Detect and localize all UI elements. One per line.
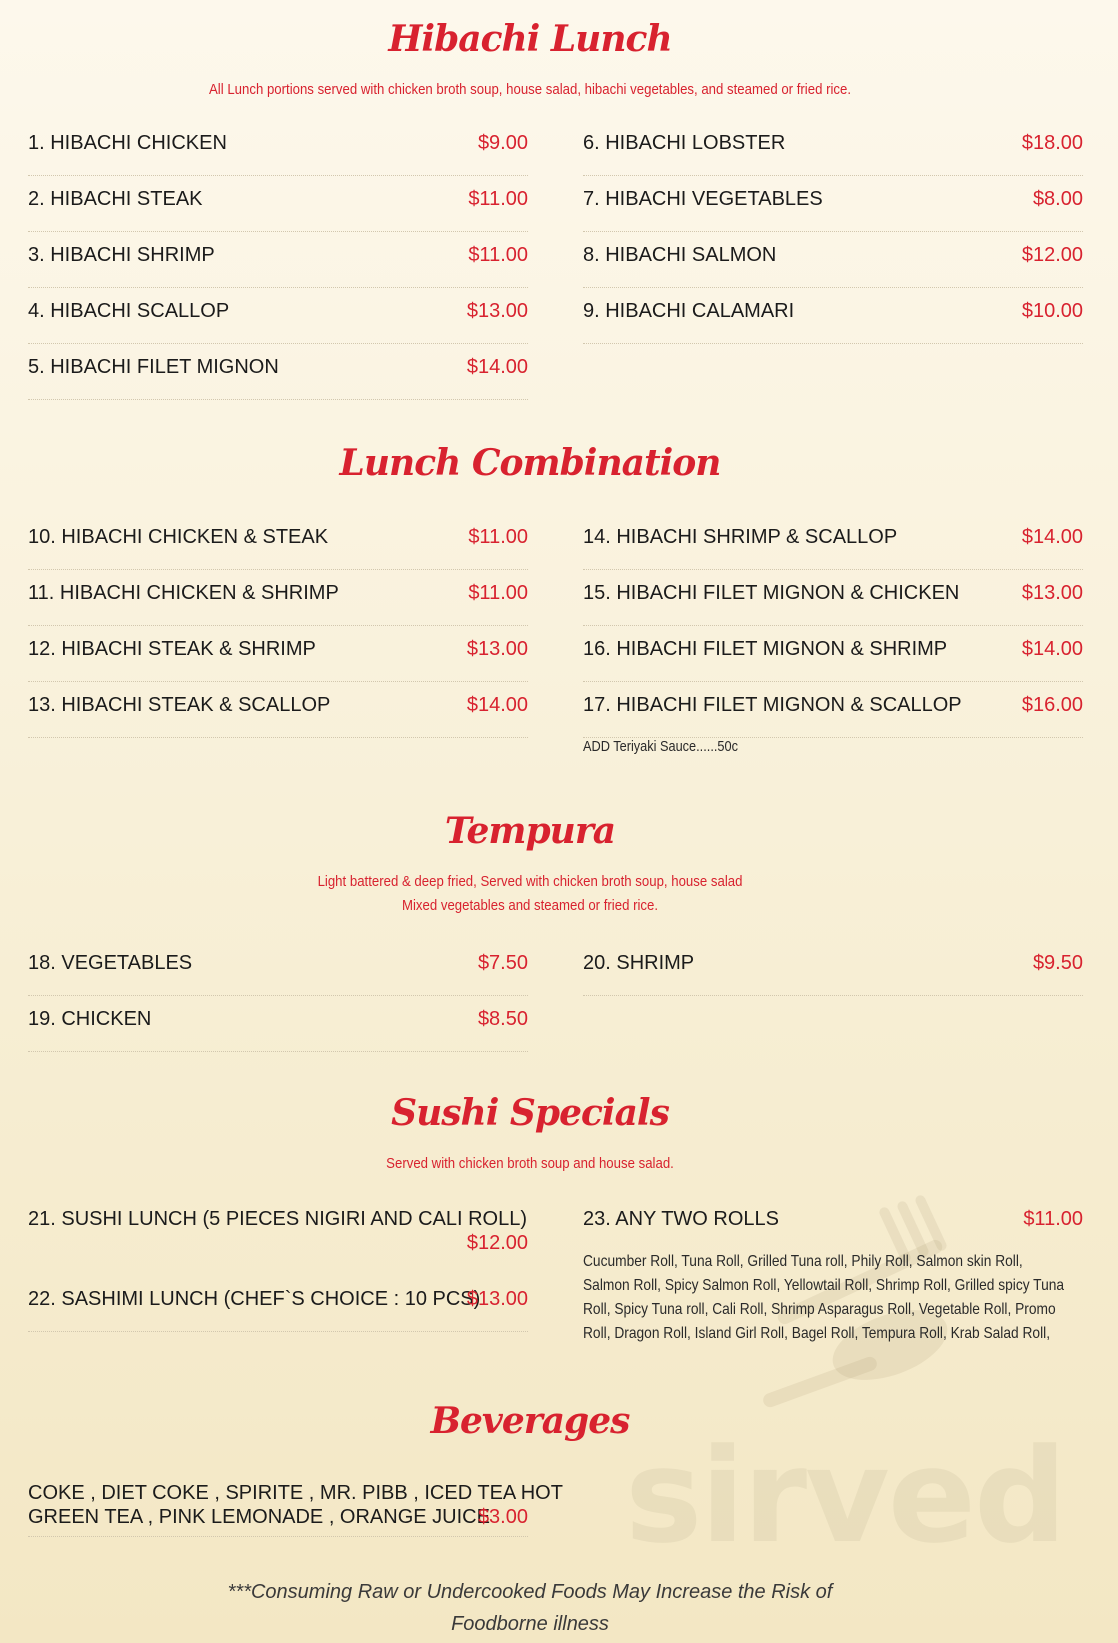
menu-item — [28, 176, 528, 232]
menu-item — [28, 1198, 528, 1258]
item-price: $11.00 — [468, 188, 528, 210]
item-price: $18.00 — [1021, 132, 1083, 154]
tempura-right-column — [583, 940, 1083, 996]
item-name: 2. HIBACHI STEAK — [28, 188, 203, 210]
item-price: $11.00 — [468, 582, 528, 604]
item-price: $16.00 — [1021, 694, 1083, 716]
menu-item — [28, 940, 528, 996]
item-name: 5. HIBACHI FILET MIGNON — [28, 356, 279, 378]
item-price: $14.00 — [466, 694, 528, 716]
menu-item — [583, 514, 1083, 570]
teriyaki-note: ADD Teriyaki Sauce......50c — [583, 738, 738, 755]
sushi-specials-left-column — [28, 1198, 528, 1332]
tempura-subtitle-line2: Mixed vegetables and steamed or fried rice. — [401, 897, 659, 914]
item-price: $13.00 — [466, 638, 528, 660]
item-price: $13.00 — [1021, 582, 1083, 604]
item-price: $10.00 — [1021, 300, 1083, 322]
menu-item — [28, 1276, 528, 1332]
beverages-title: Beverages — [430, 1400, 630, 1442]
item-price: $9.50 — [1032, 952, 1083, 974]
item-price: $7.50 — [477, 952, 528, 974]
warning-line2: Foodborne illness — [451, 1613, 609, 1635]
menu-item — [583, 288, 1083, 344]
item-price: $13.00 — [466, 1288, 528, 1310]
sushi-specials-subtitle: Served with chicken broth soup and house salad. — [386, 1155, 674, 1172]
item-price: $8.00 — [1032, 188, 1083, 210]
item-name: 16. HIBACHI FILET MIGNON & SHRIMP — [583, 638, 948, 660]
item-name: 7. HIBACHI VEGETABLES — [583, 188, 823, 210]
item-name: 22. SASHIMI LUNCH (CHEF`S CHOICE : 10 PCS) — [28, 1288, 481, 1310]
warning-line1: ***Consuming Raw or Undercooked Foods May Increase the Risk of — [227, 1581, 833, 1603]
item-name: 17. HIBACHI FILET MIGNON & SCALLOP — [583, 694, 962, 716]
item-name: 15. HIBACHI FILET MIGNON & CHICKEN — [583, 582, 960, 604]
item-price: $14.00 — [466, 356, 528, 378]
sirved-watermark: sirved — [625, 1420, 1066, 1572]
tempura-left-column — [28, 940, 528, 1052]
item-price: $8.50 — [477, 1008, 528, 1030]
item-name: 8. HIBACHI SALMON — [583, 244, 777, 266]
lunch-combination-title: Lunch Combination — [339, 442, 721, 484]
tempura-subtitle-line1: Light battered & deep fried, Served with chicken broth soup, house salad — [317, 873, 743, 890]
raw-food-warning — [180, 1576, 880, 1640]
menu-item — [583, 176, 1083, 232]
item-name: 18. VEGETABLES — [28, 952, 193, 974]
beverages-line1: COKE , DIET COKE , SPIRITE , MR. PIBB , ICED TEA HOT — [28, 1482, 563, 1504]
lunch-combination-right-column — [583, 514, 1083, 738]
item-name: 10. HIBACHI CHICKEN & STEAK — [28, 526, 329, 548]
menu-item — [583, 232, 1083, 288]
sushi-specials-right-column — [583, 1198, 1083, 1242]
item-name: 23. ANY TWO ROLLS — [583, 1208, 780, 1230]
sushi-specials-title: Sushi Specials — [391, 1092, 669, 1134]
hibachi-lunch-subtitle: All Lunch portions served with chicken broth soup, house salad, hibachi vegetables, and steamed or fried rice. — [208, 81, 852, 98]
menu-item — [28, 626, 528, 682]
item-name: 1. HIBACHI CHICKEN — [28, 132, 227, 154]
beverages-line2: GREEN TEA , PINK LEMONADE , ORANGE JUICE — [28, 1506, 490, 1528]
menu-item — [583, 1198, 1083, 1242]
item-name: 14. HIBACHI SHRIMP & SCALLOP — [583, 526, 898, 548]
item-price: $12.00 — [466, 1232, 528, 1254]
menu-item — [28, 682, 528, 738]
item-price: $11.00 — [468, 244, 528, 266]
item-price: $12.00 — [1021, 244, 1083, 266]
item-name: 20. SHRIMP — [583, 952, 695, 974]
rolls-list: Cucumber Roll, Tuna Roll, Grilled Tuna roll, Phily Roll, Salmon skin Roll, Salmon Roll, Spicy Salmon Roll, Yellowtail Roll, Shrimp Roll, Grilled spicy Tuna Roll, Spicy Tuna roll, Cali Roll, Shrimp Asparagus Roll, Vegetable Roll, Promo Roll, Dragon Roll, Island Girl Roll, Bagel Roll, Tempura Roll, Krab Salad Roll, — [583, 1253, 1065, 1342]
item-name: 11. HIBACHI CHICKEN & SHRIMP — [28, 582, 339, 604]
item-price: $11.00 — [468, 526, 528, 548]
menu-item — [28, 288, 528, 344]
item-price: $13.00 — [466, 300, 528, 322]
item-name: 21. SUSHI LUNCH (5 PIECES NIGIRI AND CALI ROLL) — [28, 1208, 528, 1230]
item-price: $14.00 — [1021, 638, 1083, 660]
item-price: $14.00 — [1021, 526, 1083, 548]
tempura-title: Tempura — [444, 810, 616, 852]
item-name: 3. HIBACHI SHRIMP — [28, 244, 215, 266]
item-name: 9. HIBACHI CALAMARI — [583, 300, 795, 322]
menu-item — [583, 570, 1083, 626]
menu-item — [28, 232, 528, 288]
menu-item — [583, 626, 1083, 682]
menu-item — [28, 120, 528, 176]
hibachi-lunch-right-column — [583, 120, 1083, 344]
menu-item — [28, 344, 528, 400]
menu-item — [583, 120, 1083, 176]
item-name: 4. HIBACHI SCALLOP — [28, 300, 230, 322]
item-name: 12. HIBACHI STEAK & SHRIMP — [28, 638, 316, 660]
beverages-price: $3.00 — [477, 1506, 528, 1528]
hibachi-lunch-title: Hibachi Lunch — [388, 18, 672, 60]
lunch-combination-left-column — [28, 514, 528, 738]
menu-item — [28, 514, 528, 570]
beverages-item — [28, 1482, 563, 1537]
item-name: 6. HIBACHI LOBSTER — [583, 132, 786, 154]
menu-item — [28, 996, 528, 1052]
menu-item — [28, 570, 528, 626]
item-price: $11.00 — [1023, 1208, 1083, 1230]
item-name: 13. HIBACHI STEAK & SCALLOP — [28, 694, 331, 716]
menu-item — [583, 682, 1083, 738]
item-name: 19. CHICKEN — [28, 1008, 152, 1030]
hibachi-lunch-left-column — [28, 120, 528, 400]
item-price: $9.00 — [477, 132, 528, 154]
menu-item — [583, 940, 1083, 996]
